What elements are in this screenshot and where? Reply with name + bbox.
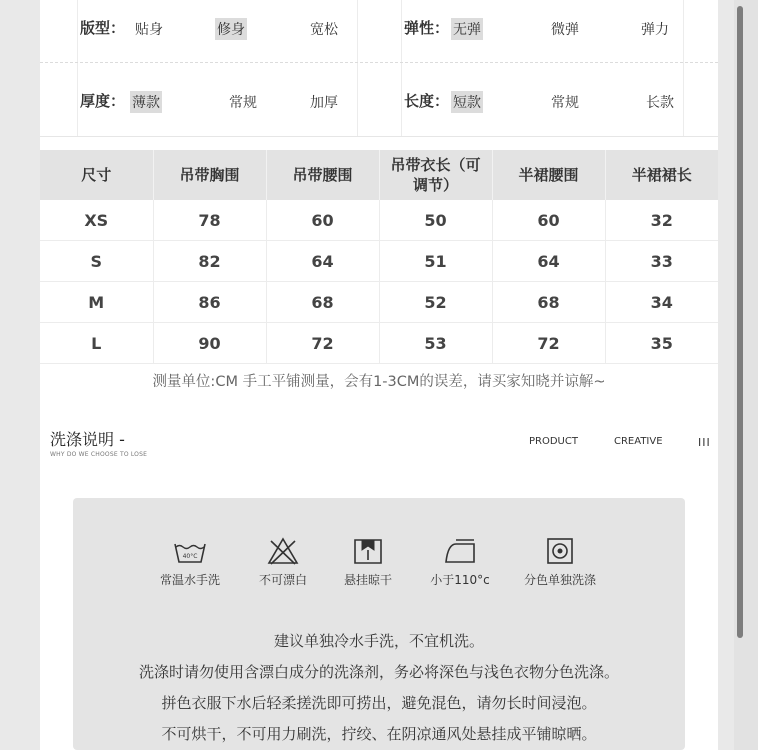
table-cell: 34 <box>605 282 718 323</box>
separate-wash-icon <box>543 536 577 566</box>
fit-option-snug: 贴身 <box>135 22 163 38</box>
thickness-option-regular: 常规 <box>229 95 257 111</box>
fit-label: 版型： <box>80 19 126 37</box>
table-cell: 64 <box>266 241 379 282</box>
care-label: 小于110°c <box>430 573 490 587</box>
table-cell: 51 <box>379 241 492 282</box>
menu-icon[interactable]: III <box>698 436 711 449</box>
length-option-regular: 常规 <box>551 95 579 111</box>
fit-option-slim-selected: 修身 <box>215 18 247 40</box>
table-cell: 64 <box>492 241 605 282</box>
header-skirt-length: 半裙裙长 <box>605 150 718 200</box>
product-detail-page <box>40 0 718 750</box>
care-label: 分色单独洗涤 <box>523 573 596 587</box>
elastic-option-stretch: 弹力 <box>641 22 669 38</box>
header-skirt-waist: 半裙腰围 <box>492 150 605 200</box>
size-chart-table <box>40 150 718 364</box>
size-table-header-row <box>40 150 718 200</box>
thickness-option-thin-selected: 薄款 <box>130 91 162 113</box>
grid-divider <box>401 0 402 136</box>
svg-text:40°C: 40°C <box>182 553 198 560</box>
table-row <box>40 323 718 364</box>
table-cell: S <box>40 241 153 282</box>
table-cell: XS <box>40 200 153 241</box>
table-cell: 68 <box>266 282 379 323</box>
grid-divider <box>357 0 358 136</box>
table-cell: 72 <box>492 323 605 364</box>
grid-divider <box>40 62 718 63</box>
nav-product-link[interactable]: PRODUCT <box>529 436 578 447</box>
vertical-scrollbar[interactable] <box>734 0 758 750</box>
length-option-long: 长款 <box>646 95 674 111</box>
length-label: 长度： <box>404 92 450 110</box>
table-cell: 50 <box>379 200 492 241</box>
table-cell: 52 <box>379 282 492 323</box>
table-cell: 82 <box>153 241 266 282</box>
care-item-hand-wash <box>145 536 235 588</box>
table-cell: M <box>40 282 153 323</box>
care-label: 常温水手洗 <box>159 573 220 587</box>
elastic-option-slight: 微弹 <box>551 22 579 38</box>
grid-divider <box>77 0 78 136</box>
care-instructions-box <box>73 498 685 750</box>
table-cell: 78 <box>153 200 266 241</box>
table-cell: 33 <box>605 241 718 282</box>
header-size: 尺寸 <box>40 150 153 200</box>
care-section-title: 洗涤说明 - <box>50 430 125 449</box>
fit-option-loose: 宽松 <box>310 22 338 38</box>
nav-creative-link[interactable]: CREATIVE <box>614 436 663 447</box>
table-cell: 60 <box>492 200 605 241</box>
header-top-bust: 吊带胸围 <box>153 150 266 200</box>
table-cell: 60 <box>266 200 379 241</box>
care-item-hang-dry <box>323 536 413 588</box>
header-top-waist: 吊带腰围 <box>266 150 379 200</box>
measurement-note: 测量单位:CM 手工平铺测量，会有1-3CM的误差，请买家知晓并谅解~ <box>152 374 606 390</box>
iron-icon <box>442 536 478 566</box>
table-row <box>40 241 718 282</box>
table-row <box>40 200 718 241</box>
thickness-label: 厚度： <box>80 92 126 110</box>
no-bleach-icon <box>266 536 300 566</box>
care-instruction-line: 不可烘干，不可用力刷洗，拧绞、在阴凉通风处悬挂成平铺晾晒。 <box>161 725 597 743</box>
care-instruction-line: 建议单独冷水手洗，不宜机洗。 <box>273 632 484 650</box>
table-row <box>40 282 718 323</box>
table-cell: 53 <box>379 323 492 364</box>
hang-dry-icon <box>351 536 385 566</box>
attribute-grid <box>40 0 718 137</box>
table-cell: 90 <box>153 323 266 364</box>
table-cell: 32 <box>605 200 718 241</box>
scrollbar-thumb[interactable] <box>737 6 743 638</box>
elastic-label: 弹性： <box>404 19 450 37</box>
table-cell: L <box>40 323 153 364</box>
header-top-length: 吊带衣长（可调节） <box>379 150 492 200</box>
table-cell: 72 <box>266 323 379 364</box>
care-item-no-bleach <box>238 536 328 588</box>
care-label: 不可漂白 <box>258 573 307 587</box>
care-item-separate-wash <box>515 536 605 588</box>
care-instruction-line: 洗涤时请勿使用含漂白成分的洗涤剂，务必将深色与浅色衣物分色洗涤。 <box>138 663 619 681</box>
thickness-option-thick: 加厚 <box>310 95 338 111</box>
care-label: 悬挂晾干 <box>343 573 392 587</box>
care-item-iron <box>415 536 505 588</box>
table-cell: 35 <box>605 323 718 364</box>
table-cell: 86 <box>153 282 266 323</box>
length-option-short-selected: 短款 <box>451 91 483 113</box>
table-cell: 68 <box>492 282 605 323</box>
care-section-subtitle: WHY DO WE CHOOSE TO LOSE <box>50 451 148 458</box>
care-instruction-line: 拼色衣服下水后轻柔搓洗即可捞出，避免混色，请勿长时间浸泡。 <box>161 694 597 712</box>
hand-wash-icon <box>173 536 207 566</box>
elastic-option-none-selected: 无弹 <box>451 18 483 40</box>
grid-divider <box>683 0 684 136</box>
